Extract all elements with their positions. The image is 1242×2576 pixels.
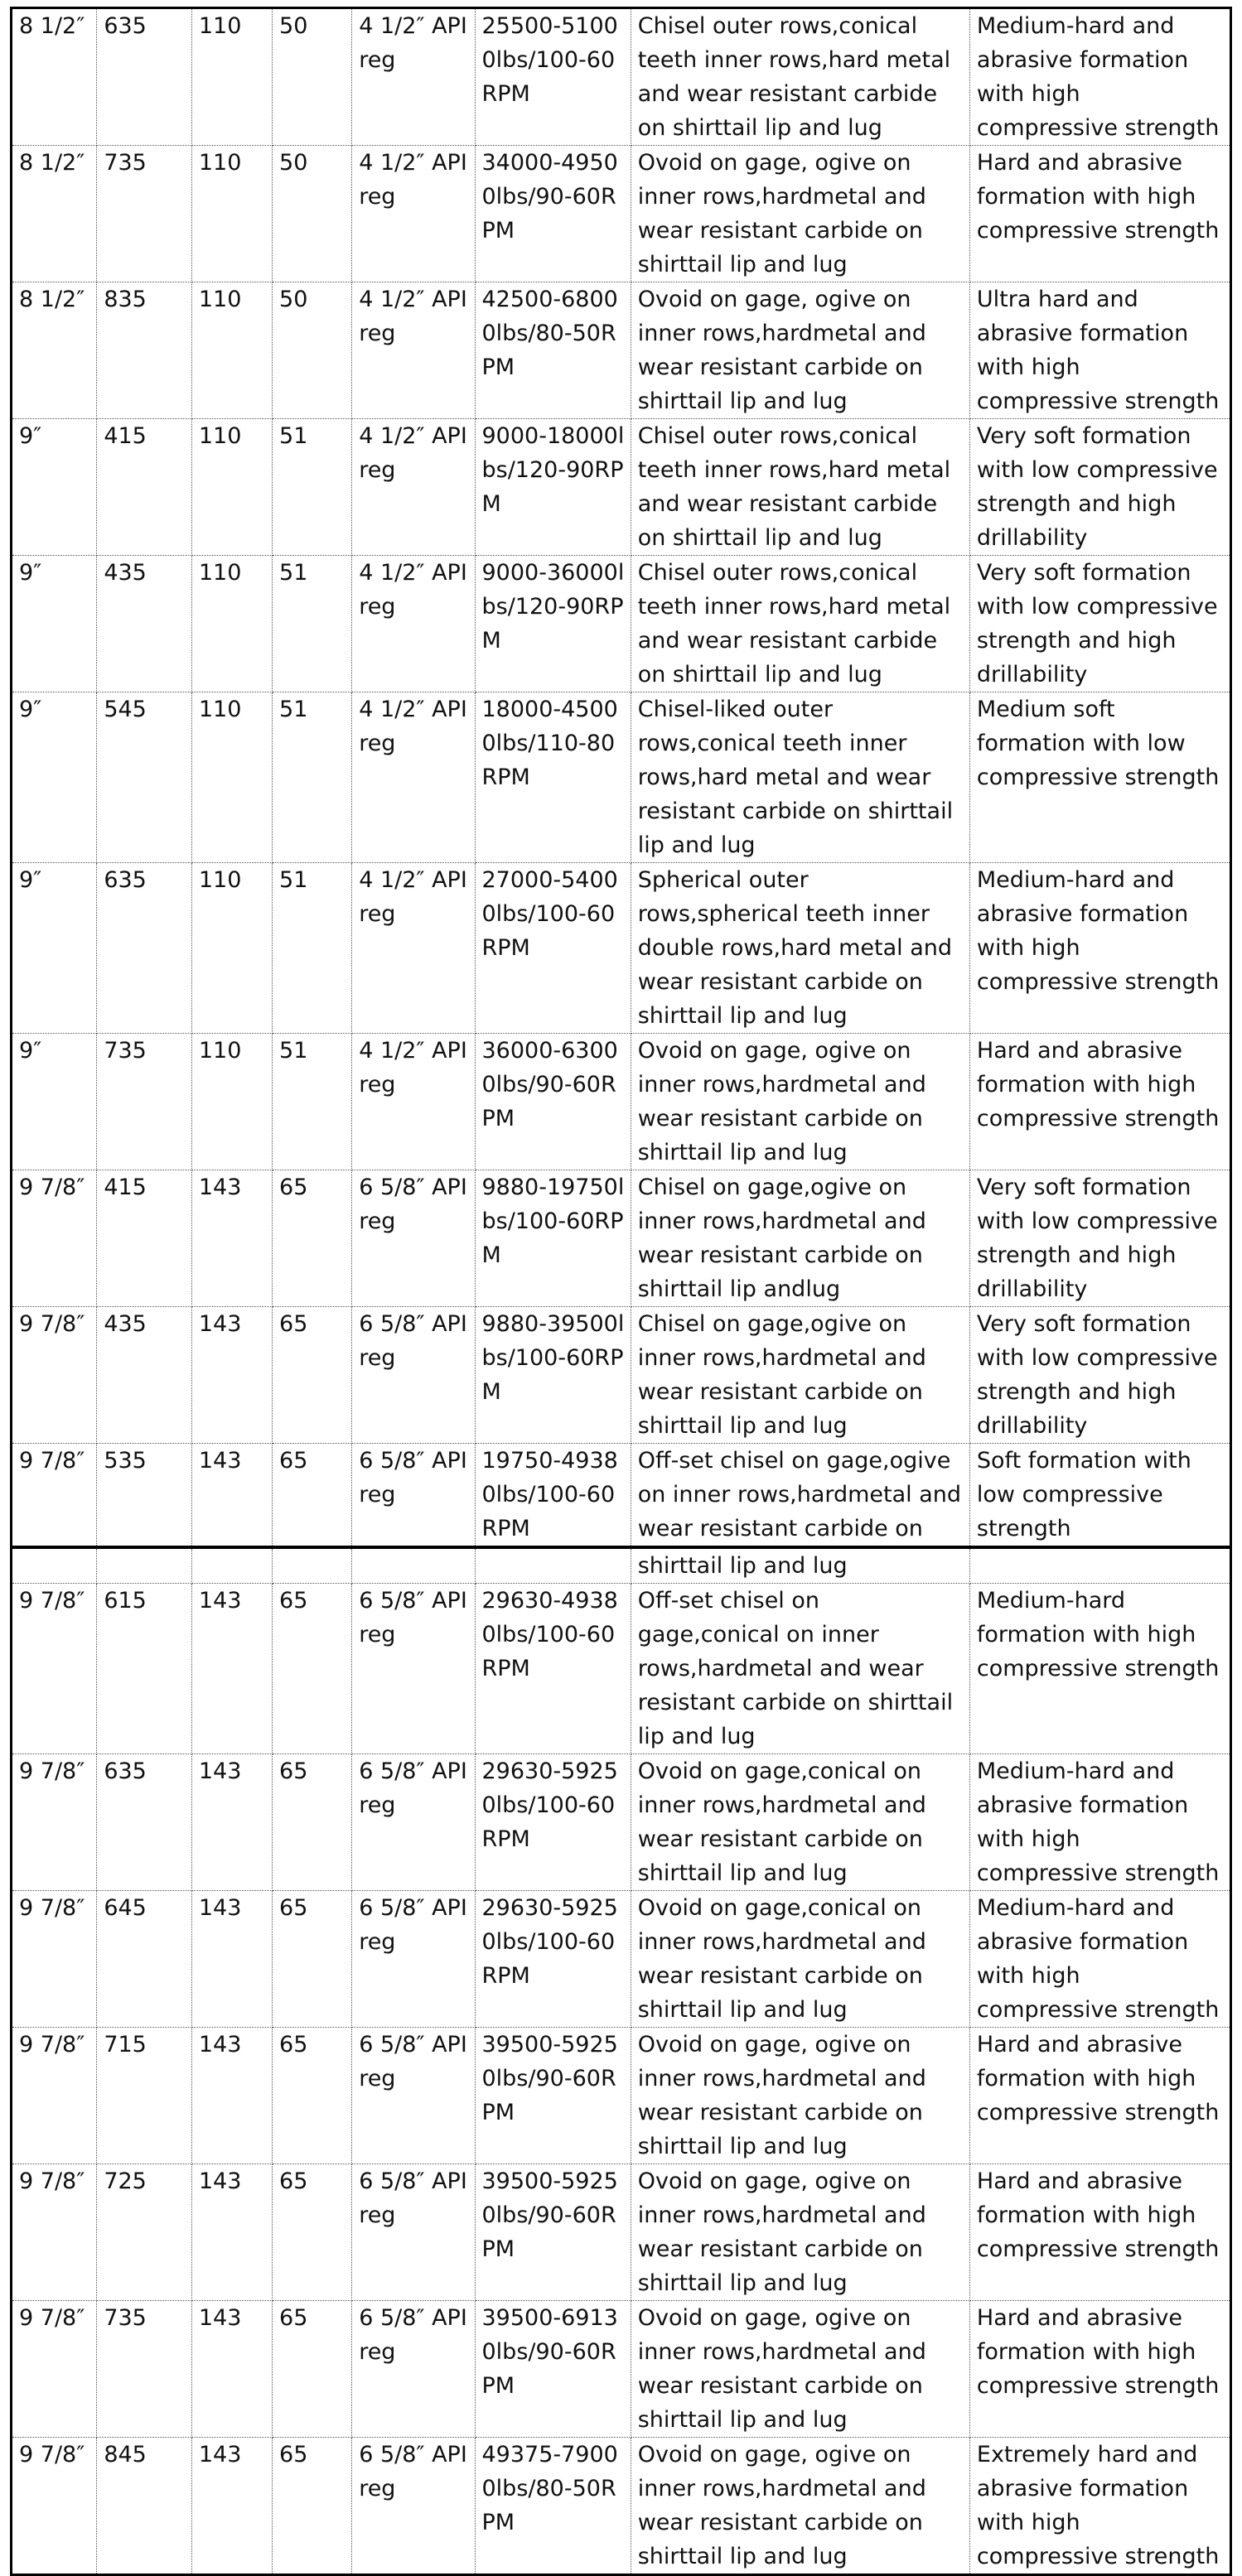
col-b-cell: 65 xyxy=(273,1307,352,1444)
connection-cell: 6 5/8″ API reg xyxy=(352,1170,475,1307)
bit-size-cell: 8 1/2″ xyxy=(12,146,97,282)
col-a-cell: 143 xyxy=(191,1307,272,1444)
formation-cell: Very soft formation with low compressive strength and high drillability xyxy=(969,1170,1230,1307)
bit-spec-table-2 xyxy=(10,1546,1232,2576)
col-a-cell: 143 xyxy=(191,2438,272,2575)
formation-cell: Medium-hard and abrasive formation with high compressive strength xyxy=(969,863,1230,1034)
structure-cell: Ovoid on gage, ogive on inner rows,hardmetal and wear resistant carbide on shirttail lip and lug xyxy=(631,282,969,419)
bit-size-cell: 9″ xyxy=(12,863,97,1034)
empty-cell xyxy=(273,1548,352,1584)
formation-cell: Very soft formation with low compressive strength and high drillability xyxy=(969,556,1230,692)
col-b-cell: 51 xyxy=(273,556,352,692)
table-row xyxy=(12,2164,1231,2301)
bit-size-cell: 8 1/2″ xyxy=(12,8,97,146)
continuation-text: shirttail lip and lug xyxy=(631,1548,969,1584)
table-row xyxy=(12,1754,1231,1891)
col-b-cell: 51 xyxy=(273,419,352,556)
bit-size-cell: 9 7/8″ xyxy=(12,1170,97,1307)
connection-cell: 6 5/8″ API reg xyxy=(352,2164,475,2301)
connection-cell: 4 1/2″ API reg xyxy=(352,692,475,863)
col-b-cell: 50 xyxy=(273,282,352,419)
connection-cell: 6 5/8″ API reg xyxy=(352,1584,475,1754)
col-b-cell: 51 xyxy=(273,863,352,1034)
connection-cell: 4 1/2″ API reg xyxy=(352,8,475,146)
table-row xyxy=(12,419,1231,556)
parameters-cell: 29630-59250lbs/100-60RPM xyxy=(475,1754,631,1891)
structure-cell: Off-set chisel on gage,conical on inner rows,hardmetal and wear resistant carbide on shirttail lip and lug xyxy=(631,1584,969,1754)
bit-size-cell: 9 7/8″ xyxy=(12,1307,97,1444)
parameters-cell: 29630-59250lbs/100-60RPM xyxy=(475,1891,631,2028)
col-a-cell: 143 xyxy=(191,1754,272,1891)
iadc-code-cell: 735 xyxy=(97,2301,192,2438)
connection-cell: 4 1/2″ API reg xyxy=(352,863,475,1034)
col-a-cell: 143 xyxy=(191,1444,272,1547)
table-row xyxy=(12,8,1231,146)
col-a-cell: 143 xyxy=(191,1170,272,1307)
structure-cell: Chisel on gage,ogive on inner rows,hardmetal and wear resistant carbide on shirttail lip andlug xyxy=(631,1170,969,1307)
connection-cell: 6 5/8″ API reg xyxy=(352,1307,475,1444)
connection-cell: 4 1/2″ API reg xyxy=(352,556,475,692)
col-b-cell: 65 xyxy=(273,1444,352,1547)
bit-size-cell: 9″ xyxy=(12,692,97,863)
structure-cell: Ovoid on gage, ogive on inner rows,hardmetal and wear resistant carbide on shirttail lip and lug xyxy=(631,2438,969,2575)
formation-cell: Extremely hard and abrasive formation with high compressive strength xyxy=(969,2438,1230,2575)
formation-cell: Medium-hard and abrasive formation with high compressive strength xyxy=(969,1754,1230,1891)
formation-cell: Soft formation with low compressive strength xyxy=(969,1444,1230,1547)
col-a-cell: 143 xyxy=(191,1891,272,2028)
parameters-cell: 29630-49380lbs/100-60RPM xyxy=(475,1584,631,1754)
iadc-code-cell: 735 xyxy=(97,1034,192,1170)
empty-cell xyxy=(475,1548,631,1584)
empty-cell xyxy=(12,1548,97,1584)
iadc-code-cell: 415 xyxy=(97,419,192,556)
col-a-cell: 143 xyxy=(191,2301,272,2438)
iadc-code-cell: 635 xyxy=(97,863,192,1034)
parameters-cell: 9000-18000lbs/120-90RPM xyxy=(475,419,631,556)
bit-size-cell: 9″ xyxy=(12,419,97,556)
bit-size-cell: 9 7/8″ xyxy=(12,1891,97,2028)
connection-cell: 6 5/8″ API reg xyxy=(352,2438,475,2575)
formation-cell: Hard and abrasive formation with high compressive strength xyxy=(969,1034,1230,1170)
iadc-code-cell: 735 xyxy=(97,146,192,282)
structure-cell: Ovoid on gage, ogive on inner rows,hardmetal and wear resistant carbide on shirttail lip and lug xyxy=(631,146,969,282)
connection-cell: 6 5/8″ API reg xyxy=(352,2301,475,2438)
parameters-cell: 19750-49380lbs/100-60RPM xyxy=(475,1444,631,1547)
col-b-cell: 65 xyxy=(273,1754,352,1891)
structure-cell: Ovoid on gage, ogive on inner rows,hardmetal and wear resistant carbide on shirttail lip and lug xyxy=(631,2164,969,2301)
formation-cell: Hard and abrasive formation with high compressive strength xyxy=(969,2028,1230,2164)
structure-cell: Chisel outer rows,conical teeth inner rows,hard metal and wear resistant carbide on shirttail lip and lug xyxy=(631,556,969,692)
structure-cell: Ovoid on gage, ogive on inner rows,hardmetal and wear resistant carbide on shirttail lip and lug xyxy=(631,2301,969,2438)
col-a-cell: 143 xyxy=(191,2164,272,2301)
col-b-cell: 65 xyxy=(273,1891,352,2028)
col-b-cell: 50 xyxy=(273,8,352,146)
structure-cell: Ovoid on gage, ogive on inner rows,hardmetal and wear resistant carbide on shirttail lip and lug xyxy=(631,2028,969,2164)
empty-cell xyxy=(969,1548,1230,1584)
iadc-code-cell: 435 xyxy=(97,1307,192,1444)
structure-cell: Off-set chisel on gage,ogive on inner rows,hardmetal and wear resistant carbide on xyxy=(631,1444,969,1547)
empty-cell xyxy=(352,1548,475,1584)
iadc-code-cell: 545 xyxy=(97,692,192,863)
connection-cell: 6 5/8″ API reg xyxy=(352,1444,475,1547)
bit-size-cell: 9 7/8″ xyxy=(12,2164,97,2301)
empty-cell xyxy=(97,1548,192,1584)
parameters-cell: 49375-79000lbs/80-50RPM xyxy=(475,2438,631,2575)
structure-cell: Ovoid on gage,conical on inner rows,hardmetal and wear resistant carbide on shirttail lip and lug xyxy=(631,1891,969,2028)
parameters-cell: 34000-49500lbs/90-60RPM xyxy=(475,146,631,282)
iadc-code-cell: 725 xyxy=(97,2164,192,2301)
formation-cell: Medium-hard and abrasive formation with high compressive strength xyxy=(969,1891,1230,2028)
connection-cell: 6 5/8″ API reg xyxy=(352,2028,475,2164)
bit-size-cell: 8 1/2″ xyxy=(12,282,97,419)
col-a-cell: 143 xyxy=(191,2028,272,2164)
col-b-cell: 50 xyxy=(273,146,352,282)
bit-size-cell: 9 7/8″ xyxy=(12,2438,97,2575)
col-a-cell: 110 xyxy=(191,282,272,419)
bit-size-cell: 9″ xyxy=(12,1034,97,1170)
col-b-cell: 65 xyxy=(273,1170,352,1307)
formation-cell: Medium-hard formation with high compressive strength xyxy=(969,1584,1230,1754)
bit-size-cell: 9 7/8″ xyxy=(12,2028,97,2164)
col-a-cell: 110 xyxy=(191,692,272,863)
table-row xyxy=(12,2028,1231,2164)
parameters-cell: 27000-54000lbs/100-60RPM xyxy=(475,863,631,1034)
formation-cell: Medium-hard and abrasive formation with high compressive strength xyxy=(969,8,1230,146)
col-a-cell: 110 xyxy=(191,146,272,282)
col-a-cell: 110 xyxy=(191,863,272,1034)
col-b-cell: 65 xyxy=(273,2164,352,2301)
col-b-cell: 51 xyxy=(273,1034,352,1170)
structure-cell: Chisel outer rows,conical teeth inner rows,hard metal and wear resistant carbide on shirttail lip and lug xyxy=(631,8,969,146)
connection-cell: 4 1/2″ API reg xyxy=(352,146,475,282)
parameters-cell: 39500-59250lbs/90-60RPM xyxy=(475,2028,631,2164)
connection-cell: 6 5/8″ API reg xyxy=(352,1754,475,1891)
table-row xyxy=(12,1891,1231,2028)
bit-size-cell: 9 7/8″ xyxy=(12,2301,97,2438)
col-a-cell: 110 xyxy=(191,1034,272,1170)
iadc-code-cell: 535 xyxy=(97,1444,192,1547)
parameters-cell: 9000-36000lbs/120-90RPM xyxy=(475,556,631,692)
table-row xyxy=(12,692,1231,863)
iadc-code-cell: 415 xyxy=(97,1170,192,1307)
col-b-cell: 65 xyxy=(273,2438,352,2575)
table-row xyxy=(12,2438,1231,2575)
connection-cell: 4 1/2″ API reg xyxy=(352,1034,475,1170)
table-row xyxy=(12,1584,1231,1754)
parameters-cell: 18000-45000lbs/110-80RPM xyxy=(475,692,631,863)
bit-size-cell: 9 7/8″ xyxy=(12,1584,97,1754)
col-a-cell: 143 xyxy=(191,1584,272,1754)
connection-cell: 4 1/2″ API reg xyxy=(352,282,475,419)
col-b-cell: 65 xyxy=(273,1584,352,1754)
structure-cell: Chisel-liked outer rows,conical teeth inner rows,hard metal and wear resistant carbide on shirttail lip and lug xyxy=(631,692,969,863)
connection-cell: 4 1/2″ API reg xyxy=(352,419,475,556)
parameters-cell: 39500-69130lbs/90-60RPM xyxy=(475,2301,631,2438)
col-b-cell: 51 xyxy=(273,692,352,863)
formation-cell: Very soft formation with low compressive strength and high drillability xyxy=(969,1307,1230,1444)
table-row xyxy=(12,146,1231,282)
bit-size-cell: 9 7/8″ xyxy=(12,1754,97,1891)
continuation-row xyxy=(12,1548,1231,1584)
formation-cell: Hard and abrasive formation with high compressive strength xyxy=(969,146,1230,282)
formation-cell: Ultra hard and abrasive formation with high compressive strength xyxy=(969,282,1230,419)
structure-cell: Chisel on gage,ogive on inner rows,hardmetal and wear resistant carbide on shirttail lip and lug xyxy=(631,1307,969,1444)
formation-cell: Hard and abrasive formation with high compressive strength xyxy=(969,2164,1230,2301)
formation-cell: Hard and abrasive formation with high compressive strength xyxy=(969,2301,1230,2438)
col-b-cell: 65 xyxy=(273,2028,352,2164)
bit-size-cell: 9″ xyxy=(12,556,97,692)
parameters-cell: 42500-68000lbs/80-50RPM xyxy=(475,282,631,419)
structure-cell: Spherical outer rows,spherical teeth inner double rows,hard metal and wear resistant carbide on shirttail lip and lug xyxy=(631,863,969,1034)
formation-cell: Very soft formation with low compressive strength and high drillability xyxy=(969,419,1230,556)
iadc-code-cell: 835 xyxy=(97,282,192,419)
structure-cell: Ovoid on gage,conical on inner rows,hardmetal and wear resistant carbide on shirttail lip and lug xyxy=(631,1754,969,1891)
iadc-code-cell: 615 xyxy=(97,1584,192,1754)
table-row xyxy=(12,1444,1231,1547)
structure-cell: Chisel outer rows,conical teeth inner rows,hard metal and wear resistant carbide on shirttail lip and lug xyxy=(631,419,969,556)
iadc-code-cell: 635 xyxy=(97,1754,192,1891)
empty-cell xyxy=(191,1548,272,1584)
col-a-cell: 110 xyxy=(191,419,272,556)
iadc-code-cell: 635 xyxy=(97,8,192,146)
bit-spec-table-1 xyxy=(10,7,1232,1548)
table-row xyxy=(12,1307,1231,1444)
structure-cell: Ovoid on gage, ogive on inner rows,hardmetal and wear resistant carbide on shirttail lip and lug xyxy=(631,1034,969,1170)
table-row xyxy=(12,282,1231,419)
parameters-cell: 25500-51000lbs/100-60RPM xyxy=(475,8,631,146)
parameters-cell: 36000-63000lbs/90-60RPM xyxy=(475,1034,631,1170)
col-b-cell: 65 xyxy=(273,2301,352,2438)
bit-size-cell: 9 7/8″ xyxy=(12,1444,97,1547)
iadc-code-cell: 715 xyxy=(97,2028,192,2164)
parameters-cell: 39500-59250lbs/90-60RPM xyxy=(475,2164,631,2301)
iadc-code-cell: 645 xyxy=(97,1891,192,2028)
col-a-cell: 110 xyxy=(191,8,272,146)
table-row xyxy=(12,1034,1231,1170)
table-row xyxy=(12,863,1231,1034)
table-row xyxy=(12,556,1231,692)
parameters-cell: 9880-39500lbs/100-60RPM xyxy=(475,1307,631,1444)
table-row xyxy=(12,1170,1231,1307)
table-row xyxy=(12,2301,1231,2438)
connection-cell: 6 5/8″ API reg xyxy=(352,1891,475,2028)
iadc-code-cell: 845 xyxy=(97,2438,192,2575)
iadc-code-cell: 435 xyxy=(97,556,192,692)
formation-cell: Medium soft formation with low compressive strength xyxy=(969,692,1230,863)
col-a-cell: 110 xyxy=(191,556,272,692)
parameters-cell: 9880-19750lbs/100-60RPM xyxy=(475,1170,631,1307)
